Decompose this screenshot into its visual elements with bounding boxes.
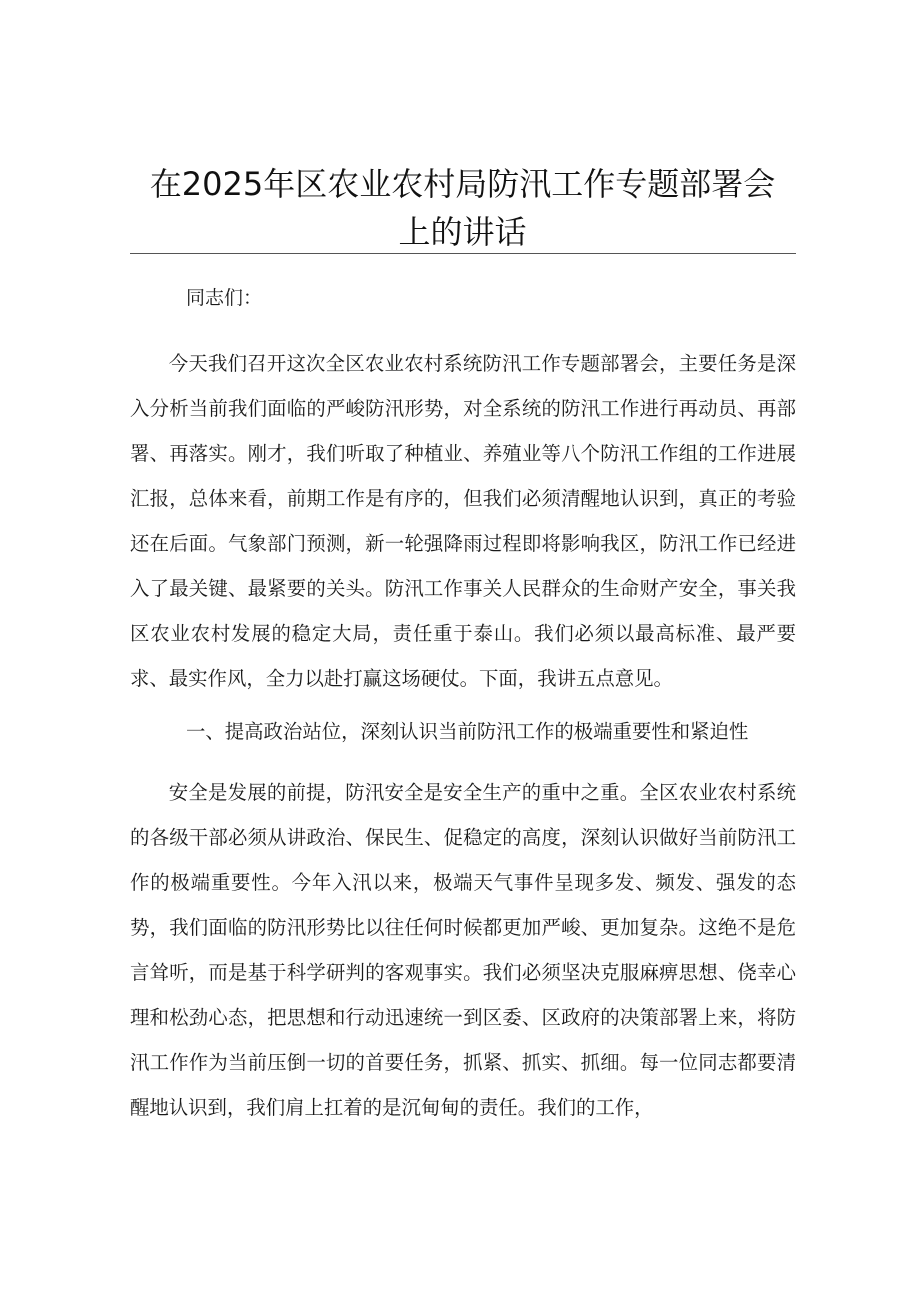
title-line-2: 上的讲话 <box>398 213 527 251</box>
salutation: 同志们： <box>186 287 263 309</box>
title-divider <box>130 253 796 254</box>
title-line-1: 在2025年区农业农村局防汛工作专题部署会 <box>149 165 776 203</box>
section-heading-1: 一、提高政治站位，深刻认识当前防汛工作的极端重要性和紧迫性 <box>186 720 749 743</box>
paragraph-section-1: 安全是发展的前提，防汛安全是安全生产的重中之重。全区农业农村系统的各级干部必须从讲政治、保民生、促稳定的高度，深刻认识做好当前防汛工作的极端重要性。今年入汛以来，极端天气事件呈现多发、频发、强发的态势，我们面临的防汛形势比以往任何时候都更加严峻、更加复杂。这绝不是危言耸听，而是基于科学研判的客观事实。我们必须坚决克服麻痹思想、侥幸心理和松劲心态，把思想和行动迅速统一到区委、区政府的决策部署上来，将防汛工作作为当前压倒一切的首要任务，抓紧、抓实、抓细。每一位同志都要清醒地认识到，我们肩上扛着的是沉甸甸的责任。我们的工作， <box>130 781 796 1119</box>
paragraph-intro: 今天我们召开这次全区农业农村系统防汛工作专题部署会，主要任务是深入分析当前我们面临的严峻防汛形势，对全系统的防汛工作进行再动员、再部署、再落实。刚才，我们听取了种植业、养殖业等八个防汛工作组的工作进展汇报，总体来看，前期工作是有序的，但我们必须清醒地认识到，真正的考验还在后面。气象部门预测，新一轮强降雨过程即将影响我区，防汛工作已经进入了最关键、最紧要的关头。防汛工作事关人民群众的生命财产安全，事关我区农业农村发展的稳定大局，责任重于泰山。我们必须以最高标准、最严要求、最实作风，全力以赴打赢这场硬仗。下面，我讲五点意见。 <box>130 352 796 690</box>
document-title <box>130 160 795 256</box>
